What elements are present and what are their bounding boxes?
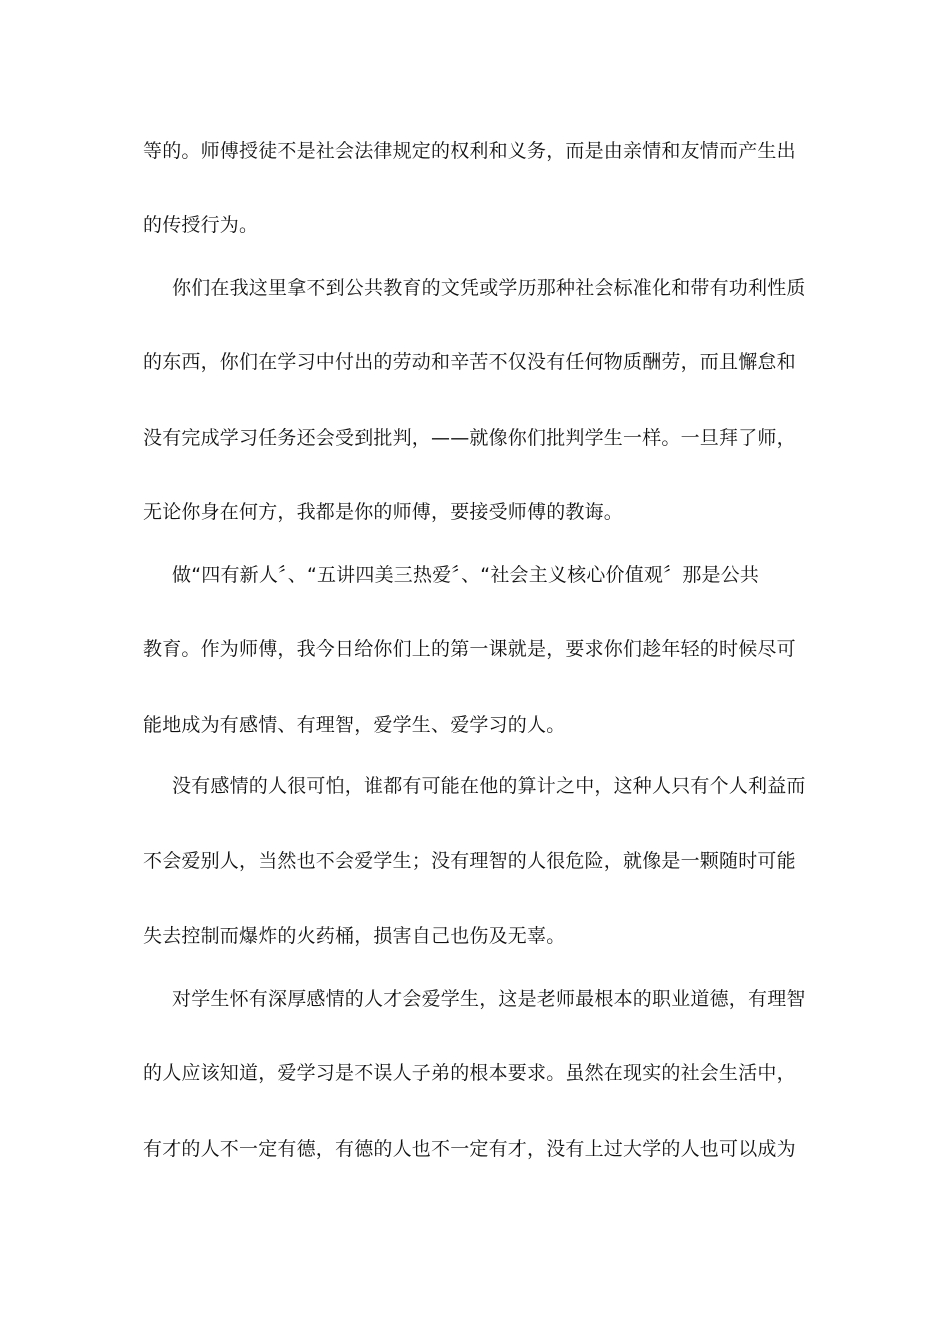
text-line: 等的。师傅授徒不是社会法律规定的权利和义务，而是由亲情和友情而产生出 [143, 140, 796, 162]
paragraph-start-line: 对学生怀有深厚感情的人才会爱学生，这是老师最根本的职业道德，有理智 [172, 988, 806, 1010]
paragraph-start-line: 做“四有新人〞、“五讲四美三热爱〞、“社会主义核心价值观〞那是公共 [172, 564, 760, 586]
text-line: 失去控制而爆炸的火药桶，损害自己也伤及无辜。 [143, 925, 566, 947]
paragraph-start-line: 没有感情的人很可怕，谁都有可能在他的算计之中，这种人只有个人利益而 [172, 775, 806, 797]
text-line: 的东西，你们在学习中付出的劳动和辛苦不仅没有任何物质酬劳，而且懈怠和 [143, 351, 796, 373]
text-line: 不会爱别人，当然也不会爱学生；没有理智的人很危险，就像是一颗随时可能 [143, 850, 796, 872]
text-line: 有才的人不一定有德，有德的人也不一定有才，没有上过大学的人也可以成为 [143, 1138, 796, 1160]
text-line: 无论你身在何方，我都是你的师傅，要接受师傅的教诲。 [143, 501, 624, 523]
text-line: 的传授行为。 [143, 214, 259, 236]
text-line: 能地成为有感情、有理智，爱学生、爱学习的人。 [143, 714, 566, 736]
text-line: 教育。作为师傅，我今日给你们上的第一课就是，要求你们趁年轻的时候尽可 [143, 638, 796, 660]
paragraph-start-line: 你们在我这里拿不到公共教育的文凭或学历那种社会标准化和带有功利性质 [172, 277, 806, 299]
text-line: 的人应该知道，爱学习是不误人子弟的根本要求。虽然在现实的社会生活中， [143, 1062, 796, 1084]
text-line: 没有完成学习任务还会受到批判，——就像你们批判学生一样。一旦拜了师， [143, 427, 796, 449]
